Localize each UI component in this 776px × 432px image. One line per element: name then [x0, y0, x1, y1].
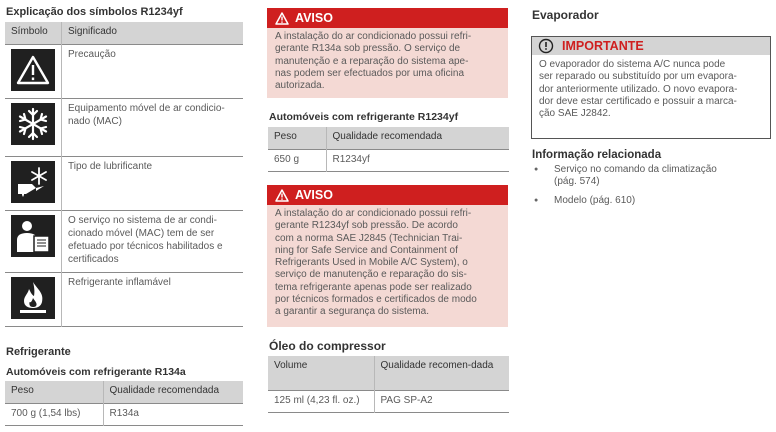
- table-row: [5, 156, 243, 210]
- oil-table: [268, 356, 509, 413]
- related-link[interactable]: [534, 164, 770, 189]
- important-label: IMPORTANTE: [562, 39, 644, 53]
- quality-value: R134a: [103, 403, 243, 425]
- lubricant-oil-icon: [11, 161, 55, 203]
- volume-value: 125 ml (4,23 fl. oz.): [274, 394, 360, 406]
- snowflake-icon: [11, 103, 55, 145]
- warning-line: gerante R134a sob pressão. O serviço de: [275, 43, 461, 55]
- r134a-subtitle: Automóveis com refrigerante R134a: [6, 366, 186, 378]
- oil-title: Óleo do compressor: [269, 339, 386, 353]
- important-line: dor anteriormente utilizado. O novo evapora-: [539, 83, 738, 95]
- r1234yf-subtitle: Automóveis com refrigerante R1234yf: [269, 111, 459, 123]
- related-link[interactable]: [534, 195, 770, 207]
- volume-col-header: Volume: [268, 356, 374, 390]
- warning-label: AVISO: [295, 188, 333, 202]
- symbols-table: [5, 22, 243, 327]
- warning-triangle-icon: [275, 12, 289, 25]
- quality-col-header: Qualidade recomen-dada: [374, 356, 509, 390]
- weight-value: 700 g (1,54 lbs): [11, 407, 81, 419]
- symbol-col-header: Símbolo: [5, 22, 62, 44]
- meaning-text: Equipamento móvel de ar condicio-nado (MAC): [62, 98, 244, 156]
- important-line: dor deve estar certificado e possuir a marca-: [539, 95, 737, 107]
- evaporator-title: Evaporador: [532, 8, 599, 22]
- warning-line: autorizada.: [275, 80, 325, 92]
- warning-line: nas podem ser efectuados por uma oficina: [275, 67, 464, 79]
- related-title: Informação relacionada: [532, 149, 662, 161]
- r134a-table: [5, 381, 243, 426]
- table-row: [5, 44, 243, 98]
- warning-label: AVISO: [295, 11, 333, 25]
- table-row: [5, 272, 243, 326]
- warning-box-r134a: [267, 8, 508, 98]
- quality-value: R1234yf: [326, 149, 509, 171]
- quality-col-header: Qualidade recomendada: [103, 381, 243, 403]
- warning-line: a garantir a segurança do sistema.: [275, 306, 429, 318]
- related-link-text[interactable]: ● Serviço no comando da climatização: [554, 164, 717, 175]
- related-list: [534, 164, 770, 213]
- table-row: [5, 210, 243, 272]
- warning-triangle-icon: [275, 189, 289, 202]
- warning-line: A instalação do ar condicionado possui refri-: [275, 31, 472, 42]
- warning-line: serviço de manutenção e reparação do sis-: [275, 269, 467, 281]
- meaning-text: Refrigerante inflamável: [62, 272, 244, 326]
- r1234yf-table: [268, 127, 509, 172]
- quality-col-header: Qualidade recomendada: [326, 127, 509, 149]
- important-line: O evaporador do sistema A/C nunca pode: [539, 59, 726, 70]
- warning-line: tema refrigerante apenas pode ser realizado: [275, 281, 472, 293]
- warning-line: por técnicos formados e certificados de modo: [275, 294, 477, 306]
- warning-line: manutenção e a reparação do sistema ape-: [275, 55, 469, 67]
- important-header: [532, 37, 770, 55]
- warning-line: ning for Safe Service and Containment of: [275, 244, 458, 256]
- warning-line: com a norma SAE J2845 (Technician Trai-: [275, 232, 463, 244]
- warning-header: [267, 8, 508, 28]
- warning-line: gerante R1234yf sob pressão. De acordo: [275, 220, 458, 232]
- warning-line: Refrigerants Used in Mobile A/C System), o: [275, 257, 468, 269]
- exclamation-circle-icon: [538, 38, 554, 54]
- related-link-page[interactable]: (pág. 574): [554, 176, 600, 188]
- refrigerant-title: Refrigerante: [6, 346, 71, 358]
- weight-col-header: Peso: [5, 381, 103, 403]
- table-row: [5, 403, 243, 425]
- important-box: [531, 36, 771, 139]
- warning-line: A instalação do ar condicionado possui refri-: [275, 208, 472, 219]
- technician-manual-icon: [11, 215, 55, 257]
- meaning-text: Precaução: [62, 44, 244, 98]
- weight-col-header: Peso: [268, 127, 326, 149]
- weight-value: 650 g: [274, 153, 300, 165]
- symbols-title: Explicação dos símbolos R1234yf: [6, 6, 183, 18]
- table-row: [5, 98, 243, 156]
- important-line: ser reparado ou substituído por um evapora-: [539, 71, 737, 83]
- related-link-text[interactable]: ● Modelo (pág. 610): [554, 194, 636, 206]
- warning-header: [267, 185, 508, 205]
- flammable-flame-icon: [11, 277, 55, 319]
- table-row: [268, 390, 509, 412]
- warning-triangle-icon: [11, 49, 55, 91]
- warning-box-r1234yf: [267, 185, 508, 327]
- quality-value: PAG SP-A2: [374, 390, 509, 412]
- meaning-col-header: Significado: [62, 22, 244, 44]
- table-row: [268, 149, 509, 171]
- meaning-text: Tipo de lubrificante: [62, 156, 244, 210]
- meaning-text: O serviço no sistema de ar condi-cionado móvel (MAC) tem de ser efetuado por técnicos habilitados e certificados: [62, 210, 244, 272]
- important-line: ção SAE J2842.: [539, 108, 611, 120]
